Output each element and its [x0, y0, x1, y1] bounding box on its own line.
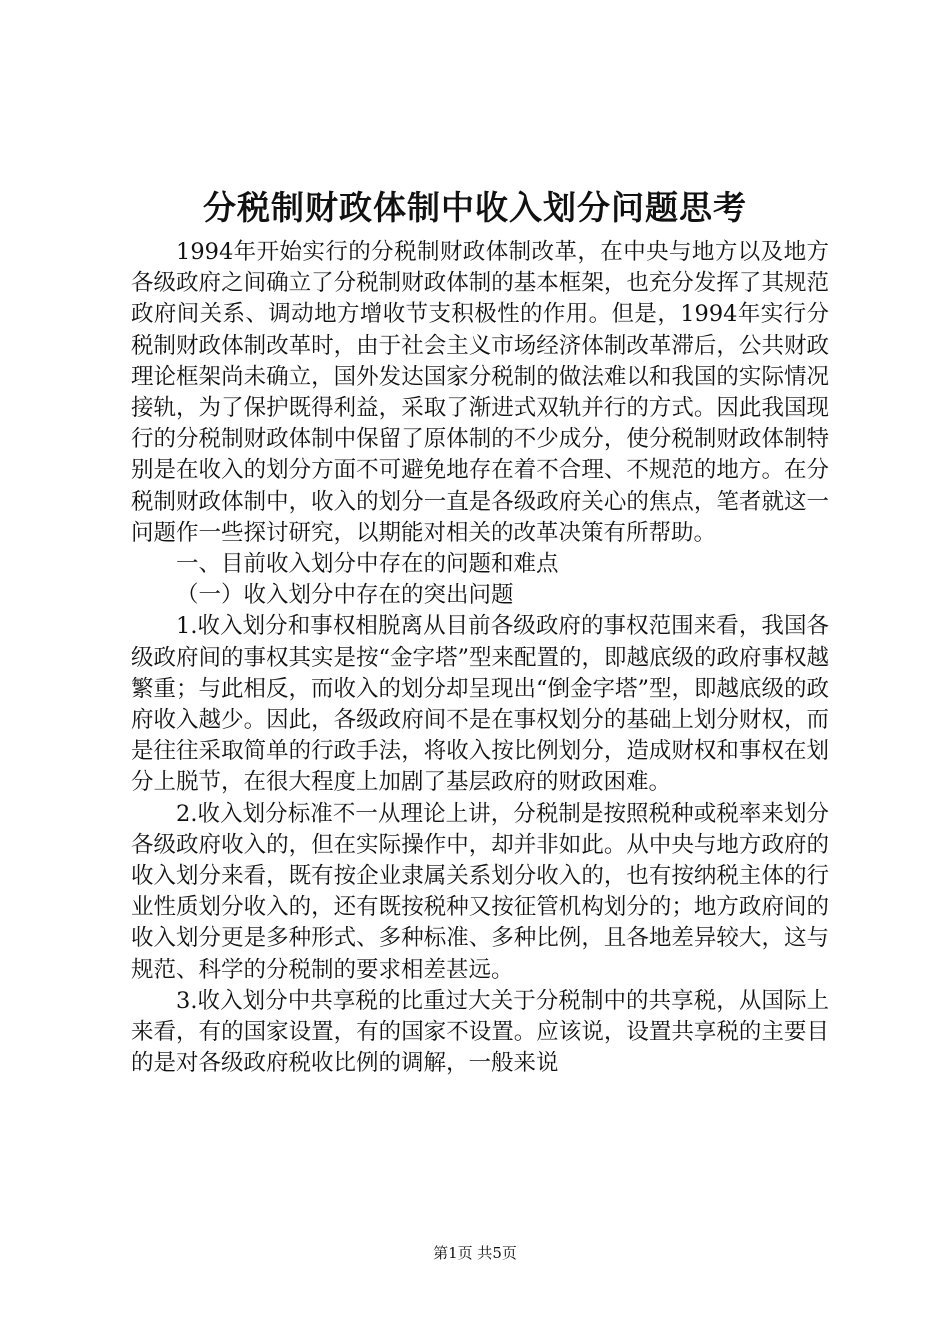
paragraph-point-3: 3.收入划分中共享税的比重过大关于分税制中的共享税，从国际上来看，有的国家设置，有的国家不设置。应该说，设置共享税的主要目的是对各级政府税收比例的调解，一般来说	[131, 987, 829, 1077]
paragraph-intro: 1994年开始实行的分税制财政体制改革，在中央与地方以及地方各级政府之间确立了分税制财政体制的基本框架，也充分发挥了其规范政府间关系、调动地方增收节支积极性的作用。但是，1994年实行分税制财政体制改革时，由于社会主义市场经济体制改革滞后，公共财政理论框架尚未确立，国外发达国家分税制的做法难以和我国的实际情况接轨，为了保护既得利益，采取了渐进式双轨并行的方式。因此我国现行的分税制财政体制中保留了原体制的不少成分，使分税制财政体制特别是在收入的划分方面不可避免地存在着不合理、不规范的地方。在分税制财政体制中，收入的划分一直是各级政府关心的焦点，笔者就这一问题作一些探讨研究，以期能对相关的改革决策有所帮助。	[131, 239, 829, 546]
subsection-heading: （一）收入划分中存在的突出问题	[176, 582, 514, 609]
page-number-footer: 第1页 共5页	[433, 1244, 517, 1262]
section-heading: 一、目前收入划分中存在的问题和难点	[176, 551, 559, 578]
document-title: 分税制财政体制中收入划分问题思考	[203, 188, 747, 227]
paragraph-point-1: 1.收入划分和事权相脱离从目前各级政府的事权范围来看，我国各级政府间的事权其实是按“金字塔”型来配置的，即越底级的政府事权越繁重；与此相反，而收入的划分却呈现出“倒金字塔”型，即越底级的政府收入越少。因此，各级政府间不是在事权划分的基础上划分财权，而是往往采取简单的行政手法，将收入按比例划分，造成财权和事权在划分上脱节，在很大程度上加剧了基层政府的财政困难。	[131, 613, 830, 796]
document-body	[131, 237, 829, 1079]
paragraph-point-2: 2.收入划分标准不一从理论上讲，分税制是按照税种或税率来划分各级政府收入的，但在实际操作中，却并非如此。从中央与地方政府的收入划分来看，既有按企业隶属关系划分收入的，也有按纳税主体的行业性质划分收入的，还有既按税种又按征管机构划分的；地方政府间的收入划分更是多种形式、多种标准、多种比例，且各地差异较大，这与规范、科学的分税制的要求相差甚远。	[131, 800, 829, 983]
